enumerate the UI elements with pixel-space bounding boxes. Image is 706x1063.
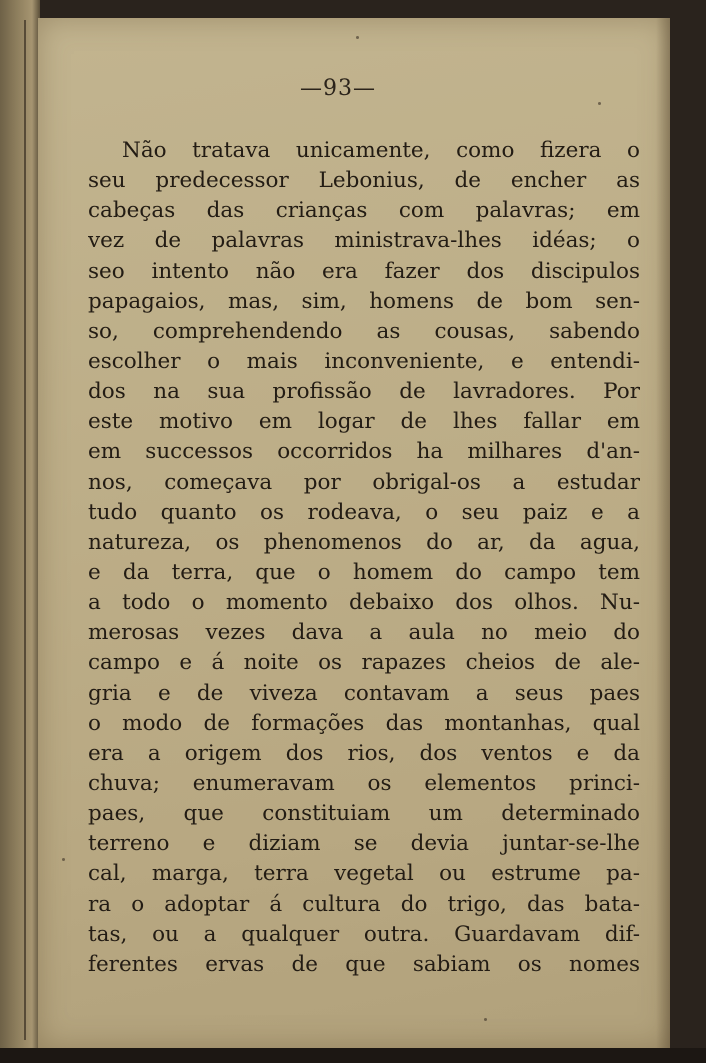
text-line: campo e á noite os rapazes cheios de ale- bbox=[88, 650, 640, 676]
text-line: era a origem dos rios, dos ventos e da bbox=[88, 740, 640, 766]
text-line: escolher o mais inconveniente, e entendi- bbox=[88, 348, 640, 374]
paper-speck bbox=[356, 36, 359, 39]
book-page bbox=[38, 18, 670, 1048]
text-line: chuva; enumeravam os elementos princi- bbox=[88, 770, 640, 796]
text-line: paes, que constituiam um determinado bbox=[88, 801, 640, 827]
text-line: o modo de formações das montanhas, qual bbox=[88, 710, 640, 736]
text-line: dos na sua profissão de lavradores. Por bbox=[88, 379, 640, 405]
paper-speck bbox=[598, 102, 601, 105]
text-line: e da terra, que o homem do campo tem bbox=[88, 559, 640, 585]
page-number: —93— bbox=[300, 76, 376, 101]
text-line: tas, ou a qualquer outra. Guardavam dif- bbox=[88, 921, 640, 947]
text-line: tudo quanto os rodeava, o seu paiz e a bbox=[88, 499, 640, 525]
text-line: ferentes ervas de que sabiam os nomes bbox=[88, 951, 640, 977]
book-spine bbox=[0, 0, 40, 1063]
body-text bbox=[88, 136, 640, 980]
text-line: cabeças das crianças com palavras; em bbox=[88, 198, 640, 224]
spine-fold-line bbox=[24, 20, 26, 1040]
text-line: este motivo em logar de lhes fallar em bbox=[88, 409, 640, 435]
scan-bottom-border bbox=[0, 1048, 706, 1063]
paper-speck bbox=[62, 858, 65, 861]
text-line: em successos occorridos ha milhares d'an- bbox=[88, 439, 640, 465]
text-line: gria e de viveza contavam a seus paes bbox=[88, 680, 640, 706]
text-line: cal, marga, terra vegetal ou estrume pa- bbox=[88, 861, 640, 887]
text-line: natureza, os phenomenos do ar, da agua, bbox=[88, 529, 640, 555]
paper-speck bbox=[484, 1018, 487, 1021]
text-line: papagaios, mas, sim, homens de bom sen- bbox=[88, 288, 640, 314]
page-edge-shadow bbox=[656, 18, 670, 1048]
text-line: seu predecessor Lebonius, de encher as bbox=[88, 168, 640, 194]
text-line: vez de palavras ministrava-lhes idéas; o bbox=[88, 228, 640, 254]
text-line: merosas vezes dava a aula no meio do bbox=[88, 620, 640, 646]
text-line: seo intento não era fazer dos discipulos bbox=[88, 258, 640, 284]
text-line: a todo o momento debaixo dos olhos. Nu- bbox=[88, 590, 640, 616]
text-line: so, comprehendendo as cousas, sabendo bbox=[88, 318, 640, 344]
text-line: terreno e diziam se devia juntar-se-lhe bbox=[88, 831, 640, 857]
text-line: Não tratava unicamente, como fizera o bbox=[122, 138, 640, 163]
text-line: ra o adoptar á cultura do trigo, das bata- bbox=[88, 891, 640, 917]
text-line: nos, começava por obrigal-os a estudar bbox=[88, 469, 640, 495]
